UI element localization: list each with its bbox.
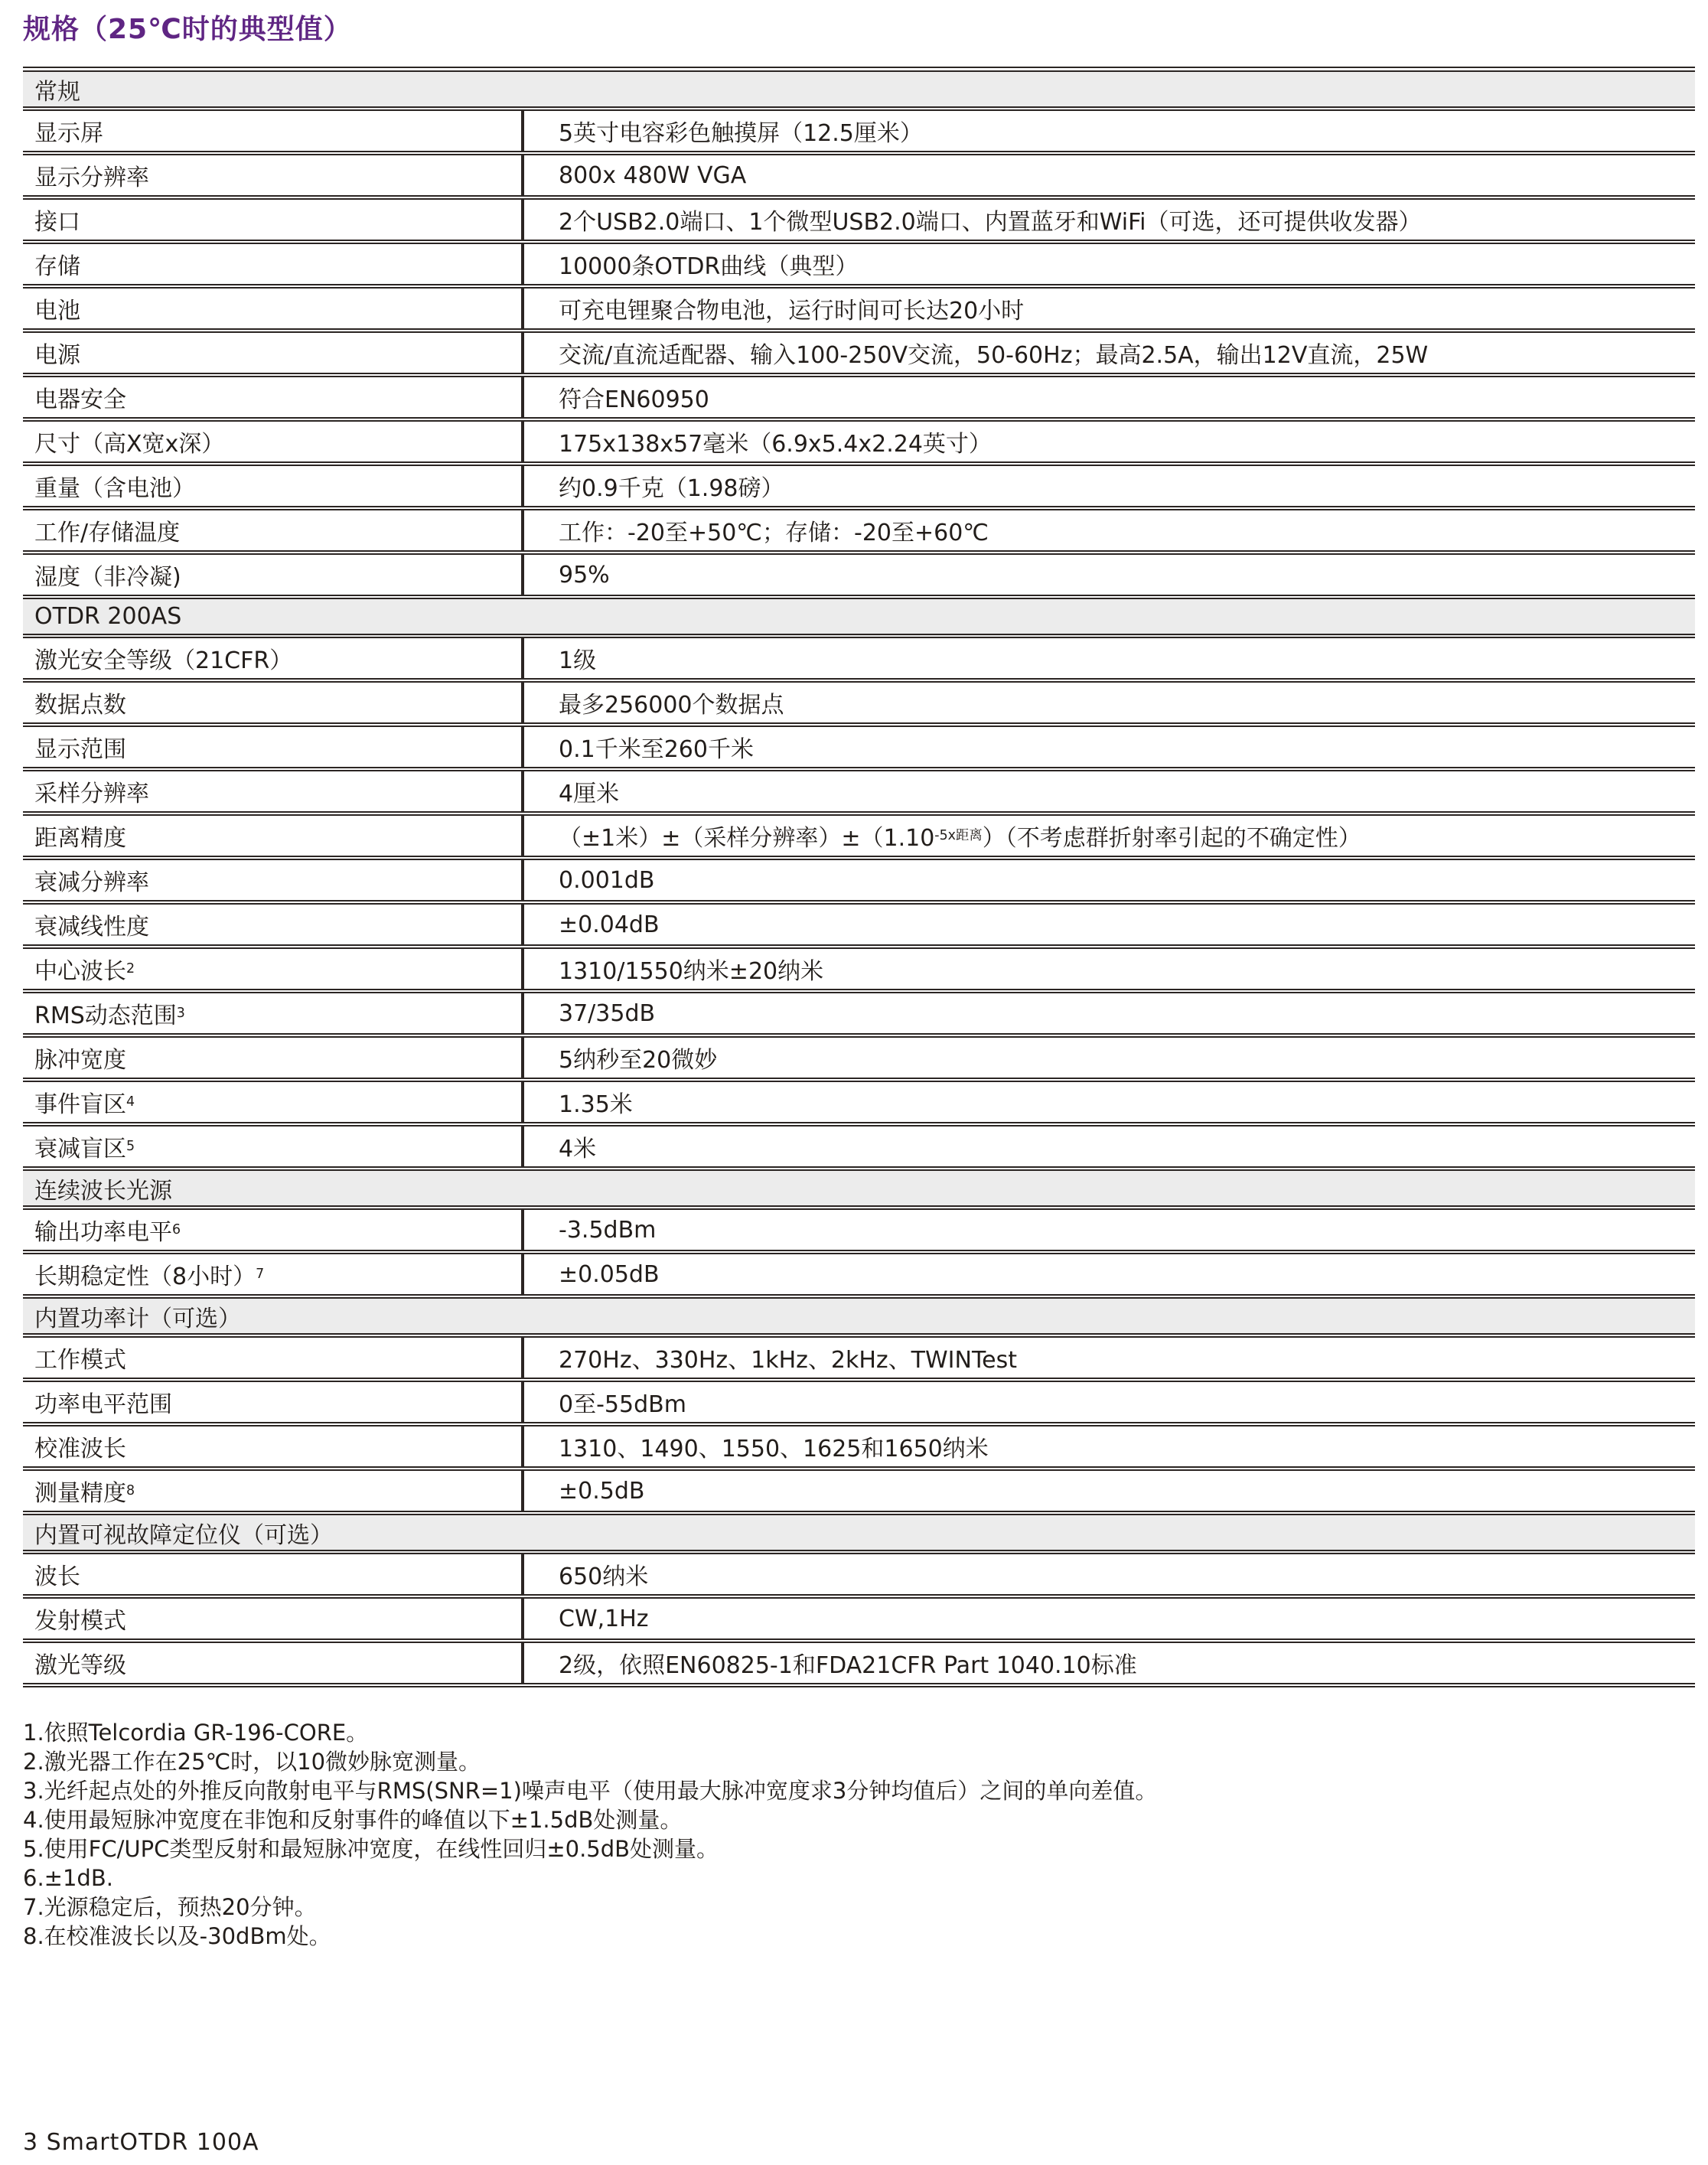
- table-row: [23, 510, 1695, 555]
- table-row: [23, 1038, 1695, 1082]
- table-row: [23, 244, 1695, 289]
- spec-label: 衰减盲区 5: [23, 1127, 524, 1166]
- table-row: [23, 771, 1695, 816]
- spec-value: 5英寸电容彩色触摸屏（12.5厘米）: [559, 120, 923, 147]
- spec-label: 中心波长 2: [23, 949, 524, 989]
- spec-label: 数据点数: [23, 683, 524, 722]
- spec-label: 波长: [23, 1554, 524, 1594]
- spec-value: （±1米）±（采样分辨率）±（1.10 -5x距离 ）（不考虑群折射率引起的不确定性）: [559, 825, 1361, 852]
- spec-label: 衰减分辨率: [23, 860, 524, 900]
- spec-value: CW,1Hz: [559, 1605, 649, 1632]
- footnotes: [23, 1718, 1695, 1951]
- spec-label: 距离精度: [23, 816, 524, 856]
- spec-label: 激光安全等级（21CFR）: [23, 638, 524, 678]
- spec-label: 长期稳定性（8小时） 7: [23, 1254, 524, 1294]
- spec-label: 电池: [23, 289, 524, 328]
- table-row: [23, 1127, 1695, 1171]
- spec-value: 最多256000个数据点: [559, 692, 784, 719]
- table-row: [23, 638, 1695, 683]
- spec-value: 5纳秒至20微妙: [559, 1047, 718, 1074]
- table-row: [23, 1338, 1695, 1382]
- footnote-line: 8.在校准波长以及-30dBm处。: [23, 1923, 331, 1949]
- table-row: [23, 1471, 1695, 1515]
- spec-value: 10000条OTDR曲线（典型）: [559, 253, 859, 280]
- table-row: [23, 993, 1695, 1038]
- spec-label: 显示范围: [23, 727, 524, 767]
- table-row: [23, 1382, 1695, 1426]
- spec-value: -3.5dBm: [559, 1216, 657, 1244]
- spec-value: 1级: [559, 647, 597, 674]
- spec-label: 校准波长: [23, 1426, 524, 1466]
- page-title: 规格（25℃时的典型值）: [23, 14, 352, 45]
- table-row: [23, 289, 1695, 333]
- spec-label: 尺寸（高X宽x深）: [23, 422, 524, 461]
- table-row: [23, 727, 1695, 771]
- spec-label: 激光等级: [23, 1643, 524, 1683]
- spec-label: 存储: [23, 244, 524, 284]
- spec-label: 重量（含电池）: [23, 466, 524, 506]
- spec-value: 1.35米: [559, 1091, 633, 1118]
- table-row: [23, 422, 1695, 466]
- spec-label: 测量精度 8: [23, 1471, 524, 1511]
- spec-value: 95%: [559, 561, 610, 589]
- table-row: [23, 1643, 1695, 1687]
- spec-value: 1310/1550纳米±20纳米: [559, 958, 824, 985]
- table-row: [23, 466, 1695, 510]
- spec-label: 脉冲宽度: [23, 1038, 524, 1078]
- spec-value: 270Hz、330Hz、1kHz、2kHz、TWINTest: [559, 1347, 1018, 1374]
- spec-value: ±0.5dB: [559, 1477, 645, 1505]
- spec-value: 1310、1490、1550、1625和1650纳米: [559, 1436, 989, 1462]
- spec-label: 功率电平范围: [23, 1382, 524, 1422]
- spec-label: 电器安全: [23, 377, 524, 417]
- spec-value: 可充电锂聚合物电池，运行时间可长达20小时: [559, 298, 1025, 324]
- spec-label: RMS动态范围 3: [23, 993, 524, 1033]
- spec-label: 衰减线性度: [23, 905, 524, 944]
- spec-label: 采样分辨率: [23, 771, 524, 811]
- table-row: [23, 1254, 1695, 1299]
- table-row: [23, 905, 1695, 949]
- table-row: [23, 1599, 1695, 1643]
- footnote-line: 6.±1dB.: [23, 1865, 113, 1891]
- section-header: 内置可视故障定位仪（可选）: [23, 1515, 1695, 1554]
- spec-value: 0至-55dBm: [559, 1391, 686, 1418]
- table-row: [23, 200, 1695, 244]
- spec-label: 工作模式: [23, 1338, 524, 1378]
- footnote-line: 1.依照Telcordia GR-196-CORE。: [23, 1720, 369, 1746]
- spec-value: ±0.05dB: [559, 1260, 660, 1288]
- spec-value: 工作：-20至+50℃；存储：-20至+60℃: [559, 520, 989, 546]
- spec-value: 37/35dB: [559, 999, 656, 1027]
- section-header: 内置功率计（可选）: [23, 1299, 1695, 1338]
- page-footer: 3 SmartOTDR 100A: [23, 2129, 259, 2156]
- section-header: OTDR 200AS: [23, 599, 1695, 638]
- spec-label: 接口: [23, 200, 524, 240]
- table-row: [23, 1210, 1695, 1254]
- spec-value: 175x138x57毫米（6.9x5.4x2.24英寸）: [559, 431, 992, 458]
- table-row: [23, 1554, 1695, 1599]
- spec-value: 650纳米: [559, 1563, 649, 1590]
- footnote-line: 4.使用最短脉冲宽度在非饱和反射事件的峰值以下±1.5dB处测量。: [23, 1807, 683, 1833]
- table-row: [23, 333, 1695, 377]
- spec-value: ±0.04dB: [559, 911, 660, 938]
- table-row: [23, 816, 1695, 860]
- spec-label: 工作/存储温度: [23, 510, 524, 550]
- table-row: [23, 155, 1695, 200]
- spec-value: 2个USB2.0端口、1个微型USB2.0端口、内置蓝牙和WiFi（可选，还可提供收发器）: [559, 209, 1422, 236]
- footnote-line: 3.光纤起点处的外推反向散射电平与RMS(SNR=1)噪声电平（使用最大脉冲宽度求3分钟均值后）之间的单向差值。: [23, 1778, 1158, 1804]
- spec-value: 4米: [559, 1136, 597, 1162]
- spec-label: 事件盲区 4: [23, 1082, 524, 1122]
- table-row: [23, 111, 1695, 155]
- section-header: 常规: [23, 72, 1695, 111]
- spec-value: 800x 480W VGA: [559, 161, 747, 189]
- table-row: [23, 683, 1695, 727]
- spec-label: 湿度（非冷凝): [23, 555, 524, 595]
- table-row: [23, 1082, 1695, 1127]
- spec-table: [23, 67, 1695, 1687]
- spec-value: 2级，依照EN60825-1和FDA21CFR Part 1040.10标准: [559, 1652, 1137, 1679]
- spec-label: 电源: [23, 333, 524, 373]
- spec-value: 4厘米: [559, 781, 620, 807]
- table-row: [23, 555, 1695, 599]
- spec-value: 0.1千米至260千米: [559, 736, 754, 763]
- spec-label: 显示分辨率: [23, 155, 524, 195]
- footnote-line: 5.使用FC/UPC类型反射和最短脉冲宽度，在线性回归±0.5dB处测量。: [23, 1836, 719, 1862]
- footnote-line: 2.激光器工作在25℃时，以10微妙脉宽测量。: [23, 1749, 481, 1775]
- spec-label: 发射模式: [23, 1599, 524, 1638]
- table-row: [23, 1426, 1695, 1471]
- spec-value: 交流/直流适配器、输入100-250V交流，50-60Hz；最高2.5A，输出12V直流，25W: [559, 342, 1429, 369]
- spec-label: 显示屏: [23, 111, 524, 151]
- spec-value: 约0.9千克（1.98磅）: [559, 475, 784, 502]
- table-row: [23, 949, 1695, 993]
- footnote-line: 7.光源稳定后，预热20分钟。: [23, 1894, 317, 1920]
- spec-label: 输出功率电平 6: [23, 1210, 524, 1250]
- section-header: 连续波长光源: [23, 1171, 1695, 1210]
- table-row: [23, 860, 1695, 905]
- spec-value: 符合EN60950: [559, 386, 709, 413]
- spec-value: 0.001dB: [559, 866, 655, 894]
- table-row: [23, 377, 1695, 422]
